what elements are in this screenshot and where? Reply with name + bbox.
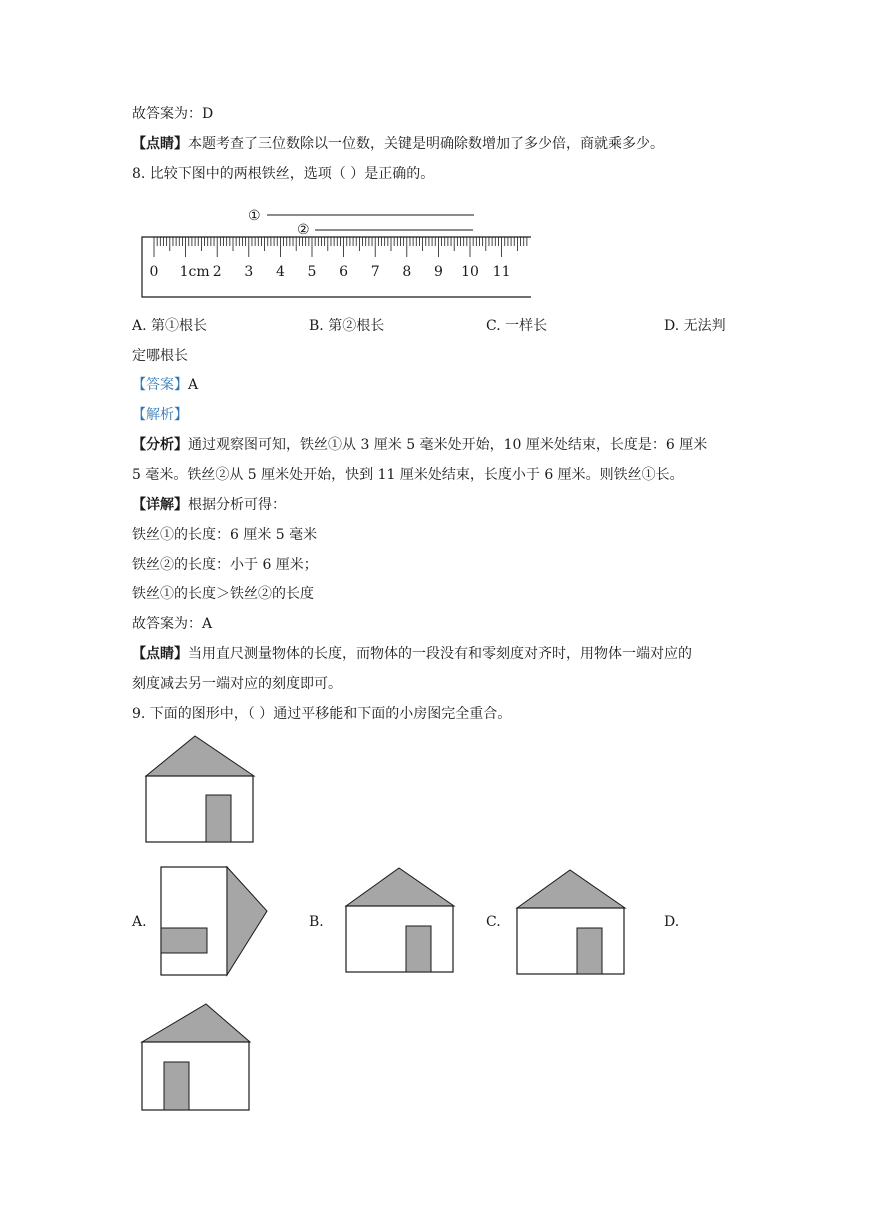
house-door [206, 795, 231, 842]
dianjing-tag-2: 【点睛】 [132, 646, 188, 662]
house-door [406, 926, 431, 972]
q9-option-b-label[interactable]: B. [309, 914, 324, 930]
house-roof [142, 1004, 250, 1042]
detail-line-2: 铁丝②的长度：小于 6 厘米； [132, 557, 318, 573]
ruler-tick-label: 9 [433, 264, 443, 280]
dianjing-line-previous [132, 134, 664, 154]
ruler-tick-label: 11 [492, 264, 511, 280]
xiangjie-tag: 【详解】 [132, 497, 188, 513]
dianjing-line-2: 刻度减去另一端对应的刻度即可。 [132, 676, 342, 692]
reference-house [140, 734, 260, 846]
answer-line [132, 375, 198, 395]
house-roof [146, 736, 254, 776]
ruler-tick-label: 7 [370, 264, 380, 280]
q8-option-c[interactable]: C. 一样长 [486, 318, 548, 334]
ruler-tick-label: 3 [244, 264, 254, 280]
house-wall [161, 867, 227, 975]
wire-1-label: ① [248, 208, 261, 224]
fenxi-tag: 【分析】 [132, 437, 188, 453]
analysis-tag: 【解析】 [132, 407, 188, 423]
house-wall [146, 776, 253, 842]
detail-line-3: 铁丝①的长度＞铁丝②的长度 [132, 586, 314, 602]
xiangjie-text: 根据分析可得： [188, 497, 286, 513]
wire-2-label: ② [297, 222, 310, 238]
q9-option-d-mirrored-house[interactable] [138, 1002, 254, 1114]
ruler-tick-label: 1cm [179, 264, 210, 280]
ruler-tick-label: 6 [339, 264, 349, 280]
ruler-tick-label: 2 [212, 264, 222, 280]
house-wall [142, 1042, 249, 1110]
dianjing-text: 本题考查了三位数除以一位数，关键是明确除数增加了多少倍，商就乘多少。 [188, 136, 664, 152]
question-8: 8. 比较下图中的两根铁丝，选项（ ）是正确的。 [132, 166, 435, 182]
detail-line-1: 铁丝①的长度：6 厘米 5 毫米 [132, 527, 318, 543]
ruler-tick-label: 4 [275, 264, 285, 280]
dianjing-line-1 [132, 644, 692, 664]
q9-option-a-rotated-house[interactable] [158, 864, 270, 978]
q8-option-d[interactable]: D. 无法判 [664, 318, 726, 334]
house-wall [517, 908, 624, 974]
house-roof [227, 867, 267, 975]
answer-tag: 【答案】 [132, 377, 188, 393]
ruler-tick-label: 8 [402, 264, 412, 280]
fenxi-text-1: 通过观察图可知，铁丝①从 3 厘米 5 毫米处开始，10 厘米处结束，长度是：6 厘米 [188, 437, 708, 453]
ruler-tick-label: 5 [307, 264, 317, 280]
house-door [161, 928, 207, 953]
q8-option-b[interactable]: B. 第②根长 [309, 318, 385, 334]
answer-line-previous: 故答案为：D [132, 106, 214, 122]
house-door [577, 928, 602, 974]
ruler-figure [140, 203, 532, 299]
ruler-tick-labels [150, 264, 511, 280]
ruler-tick-label: 0 [149, 264, 159, 280]
q9-option-c-house[interactable] [513, 868, 629, 978]
answer-value: A [188, 377, 199, 393]
house-door [164, 1062, 189, 1110]
ruler-tick-label: 10 [461, 264, 479, 280]
fenxi-line-2: 5 毫米。铁丝②从 5 厘米处开始，快到 11 厘米处结束，长度小于 6 厘米。则铁丝①长。 [132, 467, 684, 483]
q8-option-d-continued: 定哪根长 [132, 348, 188, 364]
dianjing-tag: 【点睛】 [132, 136, 188, 152]
ruler-ticks [154, 237, 527, 257]
fenxi-line-1 [132, 435, 707, 455]
q8-option-a[interactable]: A. 第①根长 [132, 318, 208, 334]
q9-option-c-label[interactable]: C. [486, 914, 501, 930]
q9-option-a-label[interactable]: A. [132, 914, 147, 930]
dianjing-text-1: 当用直尺测量物体的长度，而物体的一段没有和零刻度对齐时，用物体一端对应的 [188, 646, 692, 662]
detail-line-4: 故答案为：A [132, 616, 213, 632]
house-roof [346, 868, 454, 906]
q9-option-b-house[interactable] [342, 866, 458, 976]
house-wall [346, 906, 453, 972]
xiangjie-line [132, 495, 286, 515]
q9-option-d-label[interactable]: D. [664, 914, 680, 930]
question-9: 9. 下面的图形中，（ ）通过平移能和下面的小房图完全重合。 [132, 706, 512, 722]
house-roof [517, 870, 625, 908]
